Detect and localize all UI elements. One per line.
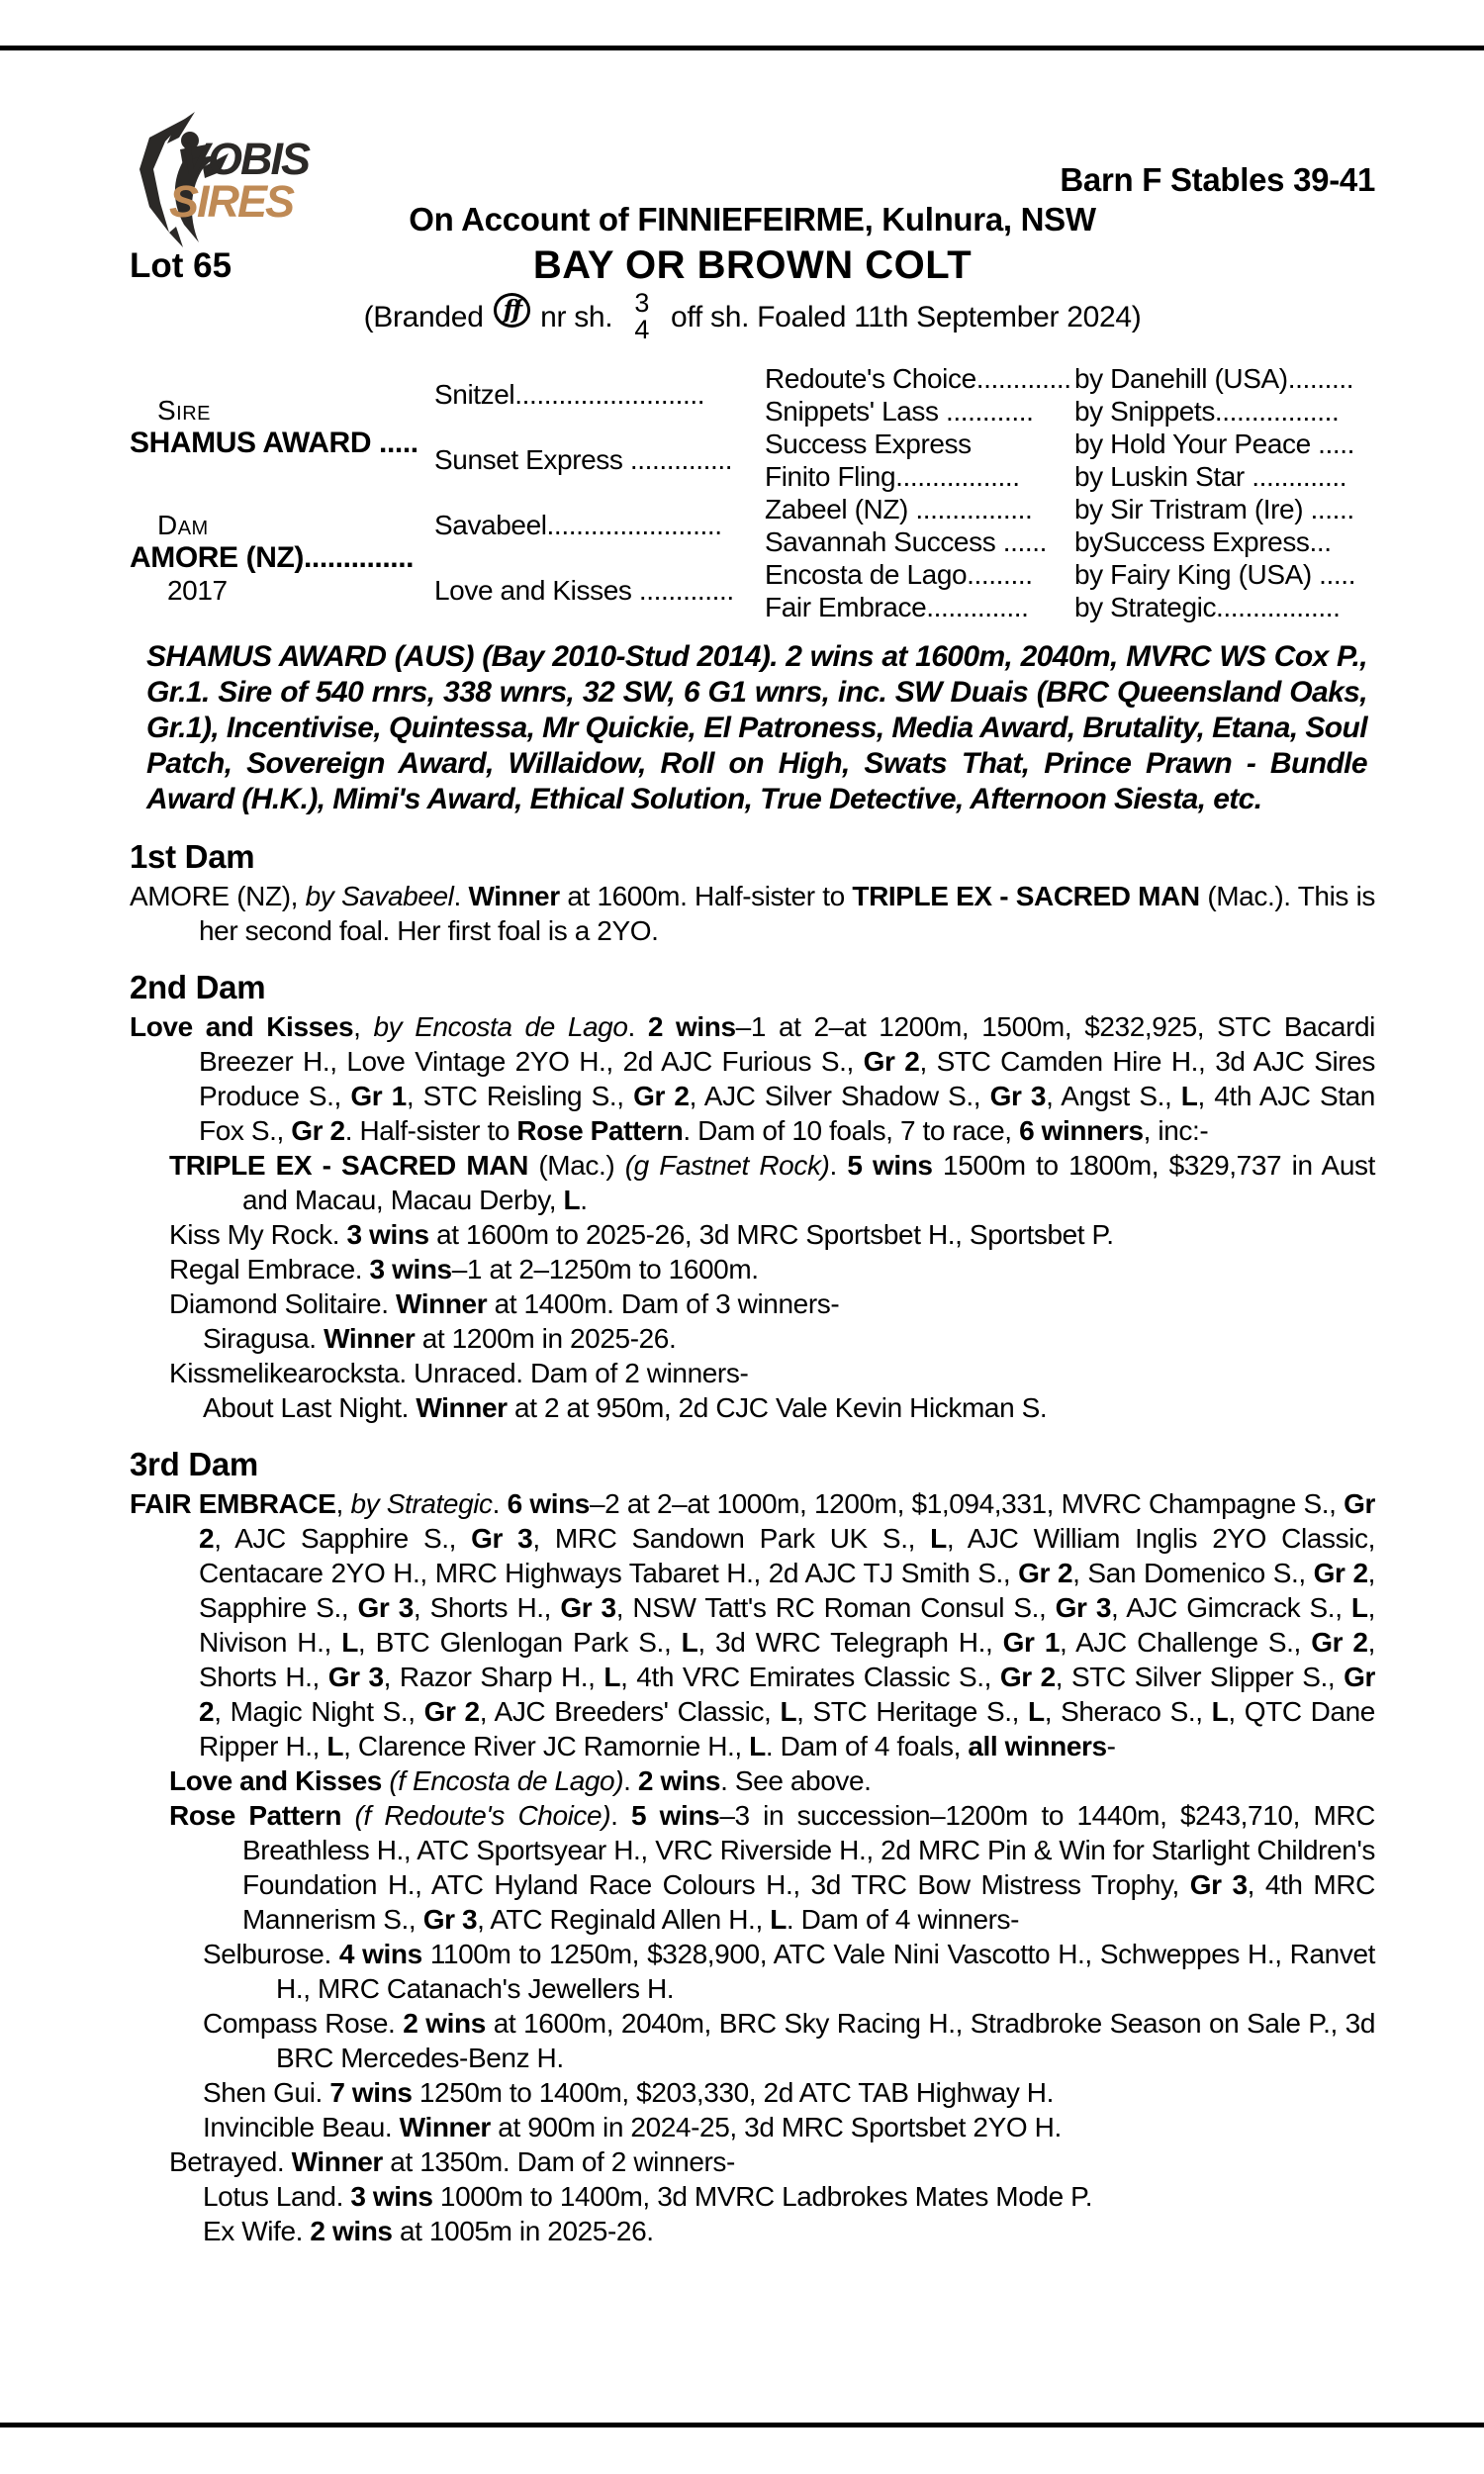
pedigree-paragraph: Compass Rose. 2 wins at 1600m, 2040m, BRC Sky Racing H., Stradbroke Season on Sale P., 3d BRC Mercedes-Benz H. [203, 2008, 1375, 2073]
pedigree-paragraph: About Last Night. Winner at 2 at 950m, 2d CJC Vale Kevin Hickman S. [203, 1392, 1048, 1423]
page-top-rule [0, 46, 1484, 50]
pedigree-paragraph: Regal Embrace. 3 wins–1 at 2–1250m to 1600m. [169, 1254, 759, 1285]
pedigree-paragraph: Love and Kisses (f Encosta de Lago). 2 wins. See above. [169, 1765, 872, 1796]
pedigree-gen3-entry: Snippets' Lass ............ [765, 395, 1034, 427]
dam-sections [130, 839, 1375, 2248]
branding-suffix: off sh. Foaled 11th September 2024) [671, 300, 1142, 333]
pedigree-paragraph: Invincible Beau. Winner at 900m in 2024-25, 3d MRC Sportsbet 2YO H. [203, 2112, 1062, 2142]
pedigree-table [130, 362, 1375, 623]
dam-cell [130, 493, 434, 623]
pedigree-gen3-entry: Encosta de Lago......... [765, 558, 1033, 590]
page-title: BAY OR BROWN COLT [532, 243, 973, 287]
pedigree-paragraph: Lotus Land. 3 wins 1000m to 1400m, 3d MVRC Ladbrokes Mates Mode P. [203, 2181, 1093, 2212]
brand-mark-ff: ff [494, 293, 531, 328]
pedigree-gen2-entry: Love and Kisses ............. [434, 575, 734, 606]
sire-blurb: SHAMUS AWARD (AUS) (Bay 2010-Stud 2014). 2 wins at 1600m, 2040m, MVRC WS Cox P., Gr.1. Sire of 540 rnrs, 338 wnrs, 32 SW, 6 G1 wnrs, inc. SW Duais (BRC Queensland Oaks, Gr.1), Incentivise, Quintessa, Mr Quickie, El Patroness, Media Award, Brutality, Etana, Soul Patch, Sovereign Award, Willaidow, Roll on High, Swats That, Prince Prawn - Bundle Award (H.K.), Mimi's Award, Ethical Solution, True Detective, Afternoon Siesta, etc. [146, 640, 1367, 815]
pedigree-paragraph: Kissmelikearocksta. Unraced. Dam of 2 winners- [169, 1358, 749, 1388]
pedigree-paragraph: Diamond Solitaire. Winner at 1400m. Dam of 3 winners- [169, 1288, 840, 1319]
pedigree-paragraph: FAIR EMBRACE, by Strategic. 6 wins–2 at 2–at 1000m, 1200m, $1,094,331, MVRC Champagne S., Gr 2, AJC Sapphire S., Gr 3, MRC Sandown Park UK S., L, AJC William Inglis 2YO Classic, Centacare 2YO H., MRC Highways Tabaret H., 2d AJC TJ Smith S., Gr 2, San Domenico S., Gr 2, Sapphire S., Gr 3, Shorts H., Gr 3, NSW Tatt's RC Roman Consul S., Gr 3, AJC Gimcrack S., L, Nivison H., L, BTC Glenlogan Park S., L, 3d WRC Telegraph H., Gr 1, AJC Challenge S., Gr 2, Shorts H., Gr 3, Razor Sharp H., L, 4th VRC Emirates Classic S., Gr 2, STC Silver Slipper S., Gr 2, Magic Night S., Gr 2, AJC Breeders' Classic, L, STC Heritage S., L, Sheraco S., L, QTC Dane Ripper H., L, Clarence River JC Ramornie H., L. Dam of 4 foals, all winners- [130, 1488, 1376, 1761]
pedigree-gen4-entry: by Hold Your Peace ..... [1074, 428, 1355, 459]
pedigree-paragraph: Shen Gui. 7 wins 1250m to 1400m, $203,330, 2d ATC TAB Highway H. [203, 2077, 1055, 2108]
pedigree-paragraph: Rose Pattern (f Redoute's Choice). 5 wins–3 in succession–1200m to 1440m, $243,710, MRC Breathless H., ATC Sportsyear H., VRC Riverside H., 2d MRC Pin & Win for Starlight Children's Foundation H., ATC Hyland Race Colours H., 3d TRC Bow Mistress Trophy, Gr 3, 4th MRC Mannerism S., Gr 3, ATC Reginald Allen H., L. Dam of 4 winners- [169, 1800, 1376, 1935]
pedigree-gen4-entry: by Fairy King (USA) ..... [1074, 558, 1356, 590]
pedigree-paragraph: Ex Wife. 2 wins at 1005m in 2025-26. [203, 2216, 654, 2246]
pedigree-gen3-entry: Savannah Success ...... [765, 525, 1047, 557]
dam-name: AMORE (NZ).............. [130, 541, 415, 574]
pedigree-gen2-entry: Savabeel........................ [434, 510, 722, 540]
pedigree-gen4-entry: by Sir Tristram (Ire) ...... [1074, 493, 1354, 524]
pedigree-gen2-entry: Snitzel.......................... [434, 379, 705, 410]
sire-cell [130, 362, 434, 493]
header [130, 112, 1375, 359]
lot-number: Lot 65 [130, 246, 232, 285]
catalogue-content [130, 112, 1375, 2248]
logo-text-vobis: VOBIS [180, 134, 310, 184]
fraction-numerator: 3 [634, 288, 650, 318]
dam-heading: 1st Dam [130, 838, 255, 875]
pedigree-gen4-entry: by Strategic................. [1074, 591, 1341, 622]
branding-prefix: (Branded [363, 300, 484, 333]
pedigree-paragraph: Kiss My Rock. 3 wins at 1600m to 2025-26, 3d MRC Sportsbet H., Sportsbet P. [169, 1219, 1114, 1250]
dam-heading: 3rd Dam [130, 1446, 258, 1482]
pedigree-gen3-entry: Success Express [765, 428, 972, 459]
fraction-denominator: 4 [634, 315, 650, 344]
pedigree-paragraph: Siragusa. Winner at 1200m in 2025-26. [203, 1323, 677, 1354]
pedigree-gen2-entry: Sunset Express .............. [434, 444, 733, 475]
dam-year: 2017 [167, 575, 228, 606]
pedigree-gen3-entry: Redoute's Choice............. [765, 362, 1071, 394]
pedigree-paragraph: Betrayed. Winner at 1350m. Dam of 2 winners- [169, 2146, 735, 2177]
pedigree-gen4-entry: by Success Express ... [1074, 525, 1332, 557]
pedigree-gen4-entry: by Danehill (USA)......... [1074, 362, 1354, 394]
pedigree-gen4-entry: by Luskin Star ............. [1074, 460, 1347, 492]
pedigree-gen3-entry: Zabeel (NZ) ................ [765, 493, 1033, 524]
pedigree-gen3-entry: Finito Fling................. [765, 460, 1020, 492]
sire-name: SHAMUS AWARD ..... [130, 427, 418, 459]
pedigree-paragraph: TRIPLE EX - SACRED MAN (Mac.) (g Fastnet Rock). 5 wins 1500m to 1800m, $329,737 in Aust and Macau, Macau Derby, L. [169, 1150, 1375, 1215]
brand-count-fraction [634, 290, 649, 343]
logo-text-sires: SIRES [169, 176, 294, 227]
dam-heading: 2nd Dam [130, 969, 266, 1005]
pedigree-paragraph: Love and Kisses, by Encosta de Lago. 2 wins–1 at 2–at 1200m, 1500m, $232,925, STC Bacardi Breezer H., Love Vintage 2YO H., 2d AJC Furious S., Gr 2, STC Camden Hire H., 3d AJC Sires Produce S., Gr 1, STC Reisling S., Gr 2, AJC Silver Shadow S., Gr 3, Angst S., L, 4th AJC Stan Fox S., Gr 2. Half-sister to Rose Pattern. Dam of 10 foals, 7 to race, 6 winners, inc:- [130, 1011, 1376, 1146]
pedigree-gen3-entry: Fair Embrace.............. [765, 591, 1029, 622]
account-line: On Account of FINNIEFEIRME, Kulnura, NSW [409, 201, 1096, 238]
sire-label: Sire [157, 395, 212, 426]
pedigree-paragraph: Selburose. 4 wins 1100m to 1250m, $328,900, ATC Vale Nini Vascotto H., Schweppes H., Ranvet H., MRC Catanach's Jewellers H. [203, 1939, 1376, 2004]
barn-label: Barn F Stables 39-41 [1060, 161, 1375, 198]
pedigree-gen4-entry: by Snippets................. [1074, 395, 1340, 427]
dam-label: Dam [157, 510, 209, 540]
page-bottom-rule [0, 2423, 1484, 2427]
branding-line [130, 288, 1375, 345]
pedigree-paragraph: AMORE (NZ), by Savabeel. Winner at 1600m. Half-sister to TRIPLE EX - SACRED MAN (Mac.). This is her second foal. Her first foal is a 2YO. [130, 881, 1375, 946]
branding-mid: nr sh. [540, 300, 613, 333]
